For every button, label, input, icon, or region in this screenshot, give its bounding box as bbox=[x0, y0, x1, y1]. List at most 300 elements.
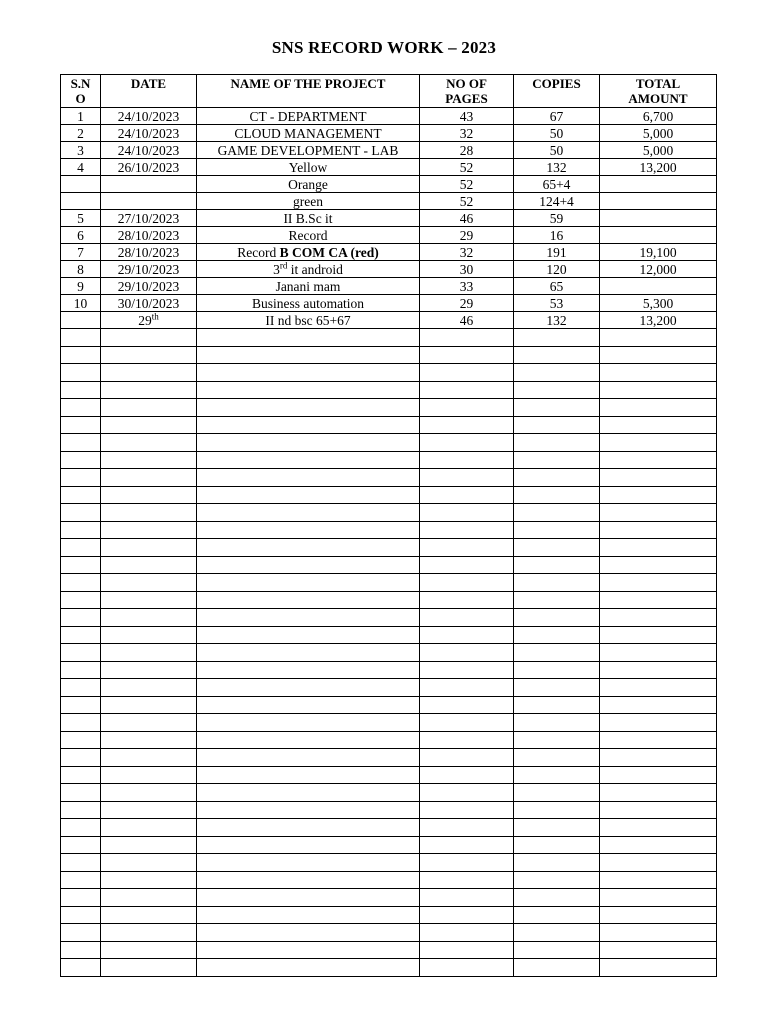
empty-cell bbox=[600, 434, 717, 452]
empty-cell bbox=[197, 381, 420, 399]
empty-cell bbox=[101, 959, 197, 977]
empty-cell bbox=[600, 784, 717, 802]
empty-cell bbox=[600, 924, 717, 942]
table-row bbox=[61, 108, 717, 125]
empty-cell bbox=[514, 784, 600, 802]
header-row bbox=[61, 75, 717, 108]
empty-cell bbox=[514, 749, 600, 767]
empty-cell bbox=[101, 486, 197, 504]
cell-total bbox=[600, 176, 717, 193]
empty-cell bbox=[420, 329, 514, 347]
empty-cell bbox=[600, 679, 717, 697]
empty-cell bbox=[420, 731, 514, 749]
cell-sno: 10 bbox=[61, 295, 101, 312]
cell-total: 5,300 bbox=[600, 295, 717, 312]
empty-cell bbox=[61, 591, 101, 609]
empty-cell bbox=[61, 399, 101, 417]
empty-cell bbox=[197, 521, 420, 539]
empty-cell bbox=[101, 539, 197, 557]
empty-cell bbox=[197, 941, 420, 959]
empty-cell bbox=[197, 609, 420, 627]
empty-cell bbox=[420, 801, 514, 819]
cell-date bbox=[101, 176, 197, 193]
empty-cell bbox=[420, 679, 514, 697]
empty-cell bbox=[600, 714, 717, 732]
empty-cell bbox=[600, 504, 717, 522]
cell-total bbox=[600, 278, 717, 295]
empty-cell bbox=[61, 784, 101, 802]
project-rest: it android bbox=[287, 261, 343, 277]
empty-cell bbox=[514, 836, 600, 854]
empty-cell bbox=[197, 766, 420, 784]
empty-cell bbox=[600, 836, 717, 854]
empty-cell bbox=[600, 749, 717, 767]
cell-pages: 46 bbox=[420, 312, 514, 329]
empty-cell bbox=[101, 469, 197, 487]
cell-date bbox=[101, 312, 197, 329]
cell-copies: 50 bbox=[514, 142, 600, 159]
empty-cell bbox=[61, 626, 101, 644]
empty-cell bbox=[61, 434, 101, 452]
header-project: NAME OF THE PROJECT bbox=[197, 75, 420, 108]
empty-cell bbox=[61, 539, 101, 557]
empty-cell bbox=[61, 346, 101, 364]
empty-cell bbox=[600, 451, 717, 469]
empty-cell bbox=[514, 346, 600, 364]
cell-total bbox=[600, 193, 717, 210]
empty-cell bbox=[101, 906, 197, 924]
empty-cell bbox=[514, 854, 600, 872]
empty-cell bbox=[514, 504, 600, 522]
empty-cell bbox=[101, 521, 197, 539]
empty-row bbox=[61, 486, 717, 504]
cell-sno: 3 bbox=[61, 142, 101, 159]
project-sup: rd bbox=[279, 260, 288, 270]
empty-row bbox=[61, 906, 717, 924]
cell-date: 29/10/2023 bbox=[101, 278, 197, 295]
table-row bbox=[61, 227, 717, 244]
empty-cell bbox=[514, 416, 600, 434]
empty-cell bbox=[101, 941, 197, 959]
empty-cell bbox=[514, 959, 600, 977]
empty-cell bbox=[514, 661, 600, 679]
empty-row bbox=[61, 591, 717, 609]
empty-cell bbox=[600, 889, 717, 907]
empty-row bbox=[61, 574, 717, 592]
empty-cell bbox=[101, 399, 197, 417]
empty-cell bbox=[61, 574, 101, 592]
cell-pages: 32 bbox=[420, 244, 514, 261]
empty-cell bbox=[600, 364, 717, 382]
table-row bbox=[61, 295, 717, 312]
empty-cell bbox=[420, 941, 514, 959]
empty-cell bbox=[101, 644, 197, 662]
cell-project: CT - DEPARTMENT bbox=[197, 108, 420, 125]
empty-cell bbox=[420, 871, 514, 889]
empty-cell bbox=[514, 906, 600, 924]
cell-pages: 28 bbox=[420, 142, 514, 159]
empty-cell bbox=[420, 486, 514, 504]
cell-sno: 8 bbox=[61, 261, 101, 278]
cell-pages: 30 bbox=[420, 261, 514, 278]
empty-cell bbox=[420, 889, 514, 907]
empty-cell bbox=[61, 644, 101, 662]
empty-row bbox=[61, 469, 717, 487]
empty-cell bbox=[600, 941, 717, 959]
empty-cell bbox=[61, 556, 101, 574]
empty-row bbox=[61, 399, 717, 417]
empty-cell bbox=[101, 346, 197, 364]
empty-cell bbox=[197, 329, 420, 347]
cell-project: II B.Sc it bbox=[197, 210, 420, 227]
empty-row bbox=[61, 556, 717, 574]
cell-total: 19,100 bbox=[600, 244, 717, 261]
cell-total: 5,000 bbox=[600, 125, 717, 142]
empty-cell bbox=[61, 469, 101, 487]
empty-cell bbox=[600, 469, 717, 487]
empty-cell bbox=[197, 889, 420, 907]
empty-cell bbox=[61, 749, 101, 767]
cell-sno bbox=[61, 312, 101, 329]
empty-cell bbox=[61, 504, 101, 522]
cell-sno: 7 bbox=[61, 244, 101, 261]
empty-cell bbox=[600, 661, 717, 679]
empty-cell bbox=[514, 766, 600, 784]
cell-date: 30/10/2023 bbox=[101, 295, 197, 312]
empty-cell bbox=[61, 609, 101, 627]
cell-pages: 32 bbox=[420, 125, 514, 142]
empty-cell bbox=[600, 766, 717, 784]
empty-cell bbox=[101, 364, 197, 382]
empty-cell bbox=[420, 906, 514, 924]
empty-row bbox=[61, 801, 717, 819]
empty-row bbox=[61, 784, 717, 802]
cell-pages: 52 bbox=[420, 159, 514, 176]
empty-cell bbox=[101, 609, 197, 627]
header-date: DATE bbox=[101, 75, 197, 108]
table-row bbox=[61, 193, 717, 210]
table-row bbox=[61, 176, 717, 193]
empty-cell bbox=[420, 399, 514, 417]
empty-row bbox=[61, 836, 717, 854]
empty-cell bbox=[514, 679, 600, 697]
empty-cell bbox=[101, 591, 197, 609]
table-row bbox=[61, 125, 717, 142]
empty-cell bbox=[101, 381, 197, 399]
empty-cell bbox=[514, 521, 600, 539]
empty-row bbox=[61, 854, 717, 872]
empty-cell bbox=[600, 609, 717, 627]
empty-cell bbox=[197, 539, 420, 557]
empty-cell bbox=[197, 591, 420, 609]
empty-cell bbox=[101, 836, 197, 854]
empty-row bbox=[61, 609, 717, 627]
empty-cell bbox=[600, 801, 717, 819]
empty-row bbox=[61, 714, 717, 732]
empty-cell bbox=[514, 889, 600, 907]
cell-project: Business automation bbox=[197, 295, 420, 312]
empty-cell bbox=[514, 626, 600, 644]
empty-cell bbox=[600, 644, 717, 662]
empty-cell bbox=[514, 591, 600, 609]
empty-row bbox=[61, 766, 717, 784]
table-row bbox=[61, 244, 717, 261]
table-row bbox=[61, 210, 717, 227]
empty-cell bbox=[197, 346, 420, 364]
empty-cell bbox=[197, 556, 420, 574]
empty-cell bbox=[420, 696, 514, 714]
empty-cell bbox=[420, 364, 514, 382]
empty-cell bbox=[514, 871, 600, 889]
project-bold: B COM CA (red) bbox=[279, 244, 379, 260]
empty-cell bbox=[420, 609, 514, 627]
empty-row bbox=[61, 416, 717, 434]
empty-cell bbox=[420, 924, 514, 942]
empty-cell bbox=[197, 696, 420, 714]
empty-cell bbox=[101, 801, 197, 819]
cell-total bbox=[600, 227, 717, 244]
empty-cell bbox=[61, 696, 101, 714]
empty-cell bbox=[197, 836, 420, 854]
cell-sno bbox=[61, 193, 101, 210]
empty-cell bbox=[197, 469, 420, 487]
cell-copies: 67 bbox=[514, 108, 600, 125]
cell-project: II nd bsc 65+67 bbox=[197, 312, 420, 329]
empty-cell bbox=[420, 854, 514, 872]
empty-cell bbox=[600, 959, 717, 977]
empty-cell bbox=[101, 784, 197, 802]
empty-cell bbox=[514, 609, 600, 627]
empty-cell bbox=[420, 556, 514, 574]
cell-sno: 6 bbox=[61, 227, 101, 244]
empty-cell bbox=[514, 819, 600, 837]
empty-cell bbox=[197, 819, 420, 837]
cell-project: CLOUD MANAGEMENT bbox=[197, 125, 420, 142]
empty-cell bbox=[61, 521, 101, 539]
empty-cell bbox=[420, 574, 514, 592]
empty-cell bbox=[600, 329, 717, 347]
empty-cell bbox=[197, 451, 420, 469]
empty-row bbox=[61, 924, 717, 942]
empty-cell bbox=[61, 364, 101, 382]
cell-total: 13,200 bbox=[600, 159, 717, 176]
empty-row bbox=[61, 521, 717, 539]
empty-cell bbox=[101, 626, 197, 644]
cell-date: 24/10/2023 bbox=[101, 108, 197, 125]
empty-cell bbox=[514, 574, 600, 592]
empty-cell bbox=[101, 766, 197, 784]
cell-total: 5,000 bbox=[600, 142, 717, 159]
empty-cell bbox=[600, 574, 717, 592]
empty-cell bbox=[197, 364, 420, 382]
empty-row bbox=[61, 434, 717, 452]
empty-cell bbox=[420, 381, 514, 399]
empty-cell bbox=[61, 924, 101, 942]
cell-pages: 29 bbox=[420, 227, 514, 244]
cell-sno: 4 bbox=[61, 159, 101, 176]
cell-date: 28/10/2023 bbox=[101, 244, 197, 261]
table-row bbox=[61, 261, 717, 278]
empty-cell bbox=[101, 749, 197, 767]
empty-cell bbox=[101, 819, 197, 837]
empty-cell bbox=[197, 644, 420, 662]
empty-cell bbox=[420, 714, 514, 732]
empty-cell bbox=[197, 434, 420, 452]
empty-cell bbox=[197, 906, 420, 924]
empty-cell bbox=[197, 661, 420, 679]
cell-project: green bbox=[197, 193, 420, 210]
empty-cell bbox=[600, 906, 717, 924]
empty-rows bbox=[61, 329, 717, 977]
cell-project: Orange bbox=[197, 176, 420, 193]
empty-cell bbox=[197, 871, 420, 889]
empty-cell bbox=[61, 836, 101, 854]
empty-cell bbox=[600, 731, 717, 749]
empty-cell bbox=[197, 626, 420, 644]
empty-cell bbox=[600, 696, 717, 714]
cell-copies: 124+4 bbox=[514, 193, 600, 210]
date-num: 29 bbox=[138, 312, 152, 328]
empty-row bbox=[61, 504, 717, 522]
cell-date: 26/10/2023 bbox=[101, 159, 197, 176]
empty-cell bbox=[197, 784, 420, 802]
empty-cell bbox=[101, 574, 197, 592]
cell-copies: 132 bbox=[514, 159, 600, 176]
empty-cell bbox=[600, 381, 717, 399]
cell-copies: 191 bbox=[514, 244, 600, 261]
empty-cell bbox=[61, 871, 101, 889]
empty-cell bbox=[514, 924, 600, 942]
cell-sno: 2 bbox=[61, 125, 101, 142]
empty-cell bbox=[420, 819, 514, 837]
empty-cell bbox=[197, 801, 420, 819]
empty-row bbox=[61, 364, 717, 382]
empty-cell bbox=[197, 416, 420, 434]
project-num: 3 bbox=[273, 261, 280, 277]
empty-cell bbox=[101, 329, 197, 347]
table-row bbox=[61, 159, 717, 176]
cell-copies: 65 bbox=[514, 278, 600, 295]
empty-cell bbox=[420, 504, 514, 522]
empty-cell bbox=[61, 714, 101, 732]
cell-sno: 5 bbox=[61, 210, 101, 227]
empty-row bbox=[61, 539, 717, 557]
empty-cell bbox=[61, 766, 101, 784]
cell-copies: 59 bbox=[514, 210, 600, 227]
empty-cell bbox=[197, 924, 420, 942]
cell-date: 24/10/2023 bbox=[101, 125, 197, 142]
cell-copies: 50 bbox=[514, 125, 600, 142]
empty-cell bbox=[101, 696, 197, 714]
project-prefix: Record bbox=[237, 244, 280, 260]
empty-cell bbox=[420, 539, 514, 557]
cell-sno: 9 bbox=[61, 278, 101, 295]
cell-pages: 46 bbox=[420, 210, 514, 227]
empty-cell bbox=[514, 941, 600, 959]
cell-copies: 16 bbox=[514, 227, 600, 244]
cell-date: 24/10/2023 bbox=[101, 142, 197, 159]
empty-row bbox=[61, 889, 717, 907]
empty-cell bbox=[197, 731, 420, 749]
empty-cell bbox=[420, 766, 514, 784]
empty-cell bbox=[420, 416, 514, 434]
empty-cell bbox=[101, 416, 197, 434]
cell-project bbox=[197, 261, 420, 278]
header-pages: NO OF PAGES bbox=[420, 75, 514, 108]
date-sup: th bbox=[151, 311, 159, 321]
empty-cell bbox=[101, 504, 197, 522]
header-sno: S.N O bbox=[61, 75, 101, 108]
cell-project bbox=[197, 244, 420, 261]
empty-cell bbox=[197, 486, 420, 504]
cell-total bbox=[600, 210, 717, 227]
cell-copies: 132 bbox=[514, 312, 600, 329]
record-table bbox=[60, 74, 717, 977]
empty-row bbox=[61, 329, 717, 347]
empty-cell bbox=[61, 661, 101, 679]
header-copies: COPIES bbox=[514, 75, 600, 108]
cell-total: 6,700 bbox=[600, 108, 717, 125]
empty-cell bbox=[514, 364, 600, 382]
cell-date: 28/10/2023 bbox=[101, 227, 197, 244]
empty-cell bbox=[197, 749, 420, 767]
empty-cell bbox=[600, 556, 717, 574]
empty-row bbox=[61, 381, 717, 399]
empty-cell bbox=[600, 539, 717, 557]
cell-project: GAME DEVELOPMENT - LAB bbox=[197, 142, 420, 159]
empty-cell bbox=[600, 854, 717, 872]
cell-copies: 65+4 bbox=[514, 176, 600, 193]
empty-cell bbox=[61, 906, 101, 924]
empty-cell bbox=[420, 784, 514, 802]
empty-cell bbox=[514, 329, 600, 347]
empty-cell bbox=[514, 469, 600, 487]
empty-cell bbox=[600, 486, 717, 504]
empty-cell bbox=[61, 941, 101, 959]
empty-cell bbox=[101, 679, 197, 697]
empty-cell bbox=[197, 399, 420, 417]
empty-cell bbox=[420, 959, 514, 977]
empty-row bbox=[61, 679, 717, 697]
empty-cell bbox=[514, 399, 600, 417]
empty-cell bbox=[514, 486, 600, 504]
cell-project: Record bbox=[197, 227, 420, 244]
empty-row bbox=[61, 731, 717, 749]
empty-cell bbox=[420, 451, 514, 469]
empty-row bbox=[61, 346, 717, 364]
table-row bbox=[61, 278, 717, 295]
empty-cell bbox=[514, 644, 600, 662]
empty-cell bbox=[61, 731, 101, 749]
empty-cell bbox=[101, 731, 197, 749]
empty-cell bbox=[101, 556, 197, 574]
empty-cell bbox=[420, 836, 514, 854]
empty-row bbox=[61, 696, 717, 714]
empty-cell bbox=[197, 854, 420, 872]
empty-cell bbox=[61, 329, 101, 347]
empty-cell bbox=[101, 714, 197, 732]
empty-cell bbox=[197, 714, 420, 732]
cell-pages: 52 bbox=[420, 193, 514, 210]
table-row bbox=[61, 312, 717, 329]
table-row bbox=[61, 142, 717, 159]
empty-cell bbox=[420, 434, 514, 452]
cell-date bbox=[101, 193, 197, 210]
empty-cell bbox=[61, 889, 101, 907]
empty-cell bbox=[61, 679, 101, 697]
empty-cell bbox=[61, 451, 101, 469]
header-total: TOTAL AMOUNT bbox=[600, 75, 717, 108]
